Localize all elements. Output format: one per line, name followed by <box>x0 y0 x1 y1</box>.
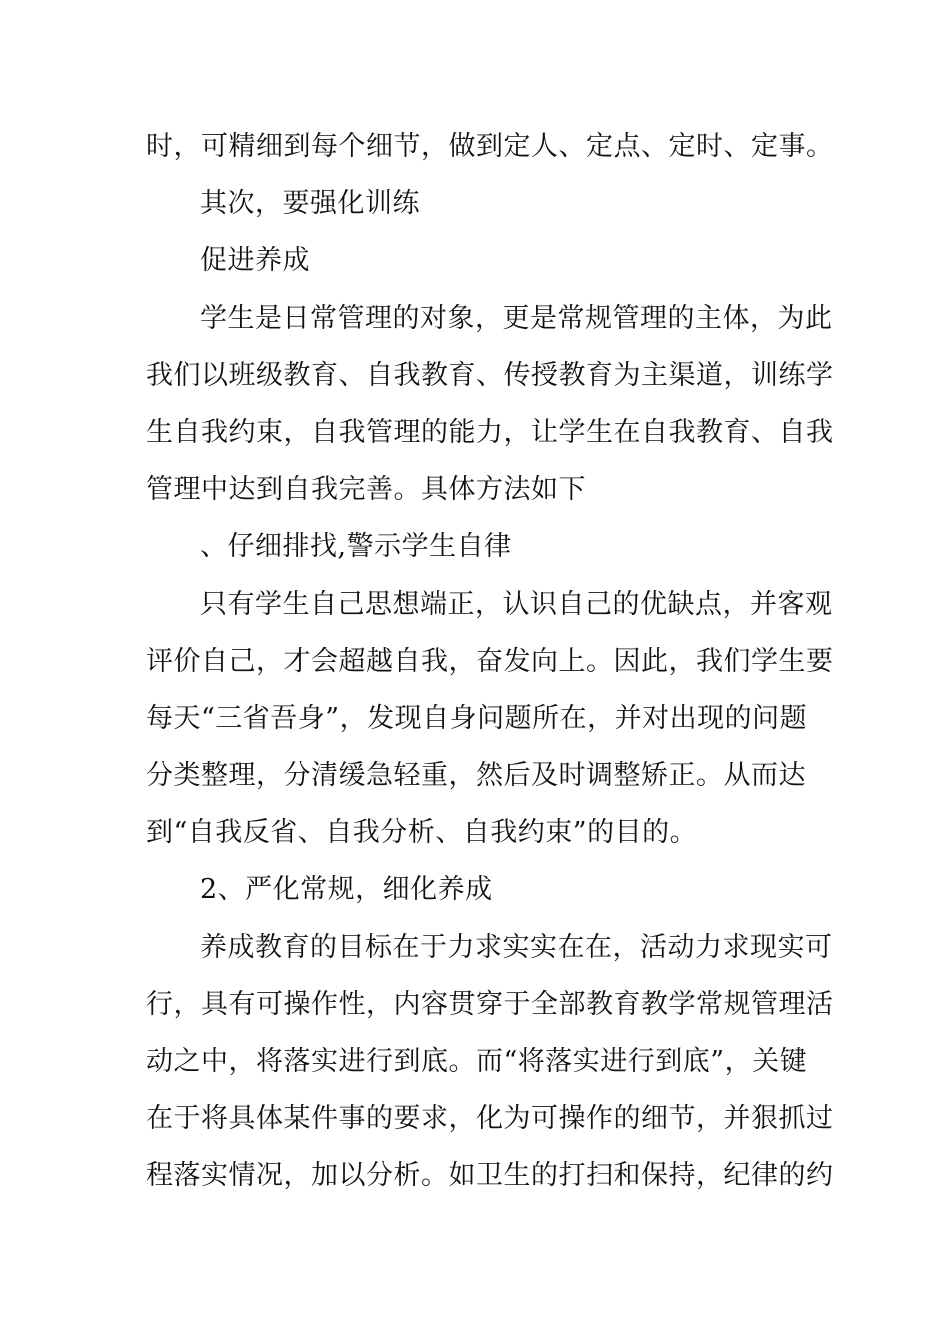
section-heading: 促进养成 <box>200 245 310 277</box>
text-line: 只有学生自己思想端正，认识自己的优缺点，并客观 <box>200 588 833 620</box>
document-body <box>146 118 834 1205</box>
text-line: 时，可精细到每个细节，做到定人、定点、定时、定事。 <box>146 131 834 162</box>
text-line: 在于将具体某件事的要求，化为可操作的细节，并狠抓过 <box>146 1103 834 1135</box>
text-line: 养成教育的目标在于力求实实在在，活动力求现实可 <box>200 931 833 963</box>
text-line: 学生是日常管理的对象，更是常规管理的主体，为此 <box>200 302 833 334</box>
section-heading: 2、严化常规，细化养成 <box>200 874 493 906</box>
text-line: 我们以班级教育、自我教育、传授教育为主渠道，训练学 <box>146 359 834 391</box>
text-line: 生自我约束，自我管理的能力，让学生在自我教育、自我 <box>146 416 834 448</box>
text-line: 动之中，将落实进行到底。而“将落实进行到底”，关键 <box>146 1046 808 1077</box>
text-line: 管理中达到自我完善。具体方法如下 <box>146 474 586 506</box>
text-line: 到“自我反省、自我分析、自我约束”的目的。 <box>146 817 698 849</box>
text-line: 行，具有可操作性，内容贯穿于全部教育教学常规管理活 <box>146 988 834 1020</box>
section-heading: 其次，要强化训练 <box>200 188 420 220</box>
text-line: 分类整理，分清缓急轻重，然后及时调整矫正。从而达 <box>146 760 806 792</box>
section-heading: 、仔细排找,警示学生自律 <box>200 531 512 563</box>
text-line: 评价自己，才会超越自我，奋发向上。因此，我们学生要 <box>146 645 834 677</box>
text-line: 程落实情况，加以分析。如卫生的打扫和保持，纪律的约 <box>146 1160 834 1192</box>
text-line: 每天“三省吾身”，发现自身问题所在，并对出现的问题 <box>146 702 808 734</box>
